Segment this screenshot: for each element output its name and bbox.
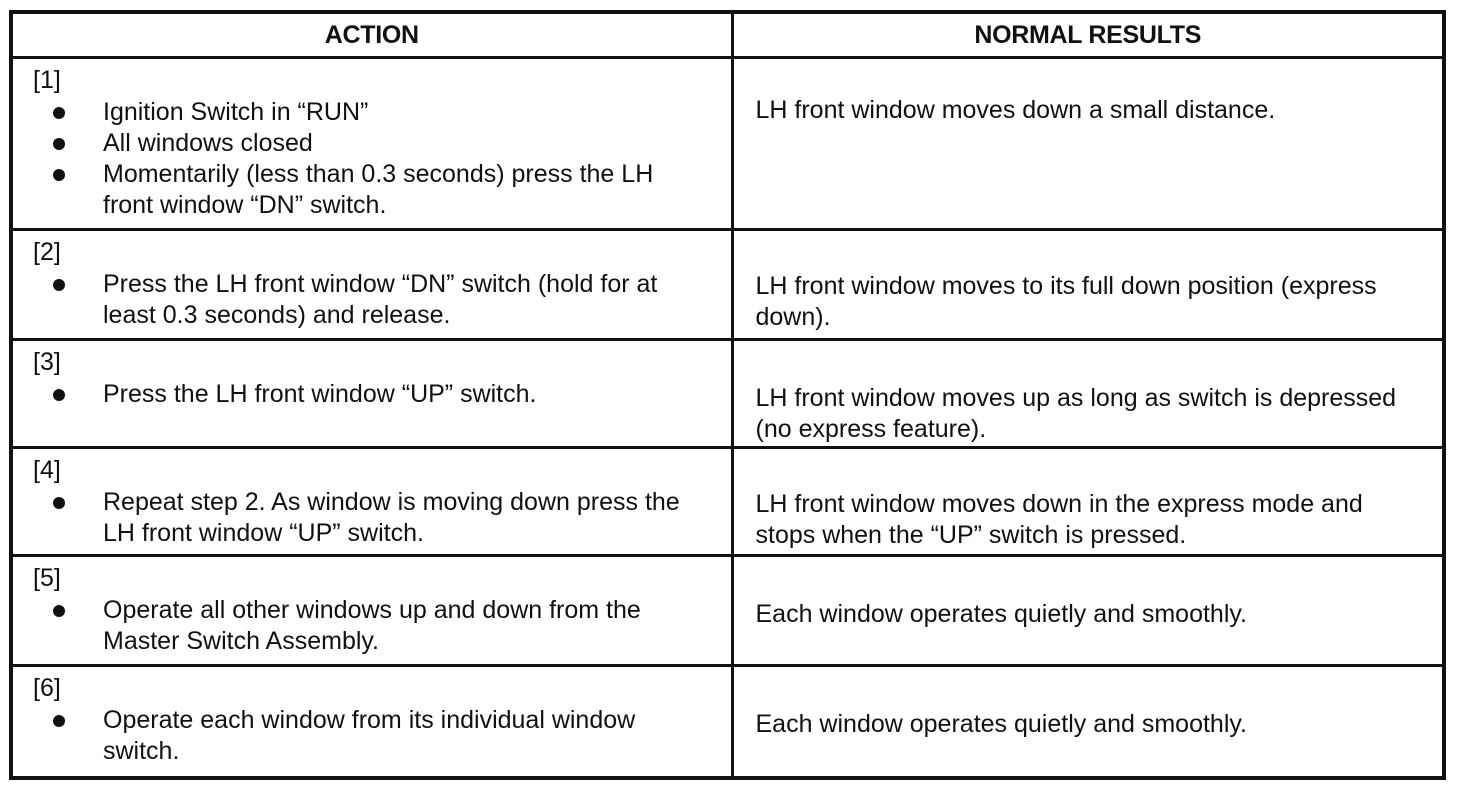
bullet-icon	[53, 389, 65, 401]
bullet-icon	[53, 715, 65, 727]
bullet-icon	[53, 497, 65, 509]
list-item	[33, 159, 731, 221]
bullet-icon	[53, 169, 65, 181]
result-text: LH front window moves to its full down position (express down).	[755, 272, 1377, 331]
action-text: Operate each window from its individual window switch.	[103, 706, 636, 765]
step-number: [6]	[33, 674, 61, 702]
action-text: Repeat step 2. As window is moving down press the LH front window “UP” switch.	[103, 488, 680, 547]
table-row	[11, 448, 1444, 556]
result-cell	[732, 666, 1444, 778]
action-text: Press the LH front window “UP” switch.	[103, 380, 537, 408]
list-item	[33, 379, 731, 410]
action-text: Press the LH front window “DN” switch (hold for at least 0.3 seconds) and release.	[103, 270, 658, 329]
list-item	[33, 128, 731, 159]
table-row	[11, 556, 1444, 666]
step-number: [5]	[33, 564, 61, 592]
step-number: [1]	[33, 66, 61, 94]
bullet-icon	[53, 279, 65, 291]
result-cell	[732, 230, 1444, 340]
action-cell	[11, 230, 732, 340]
bullet-icon	[53, 605, 65, 617]
result-cell	[732, 340, 1444, 448]
action-cell	[11, 340, 732, 448]
table-row	[11, 666, 1444, 778]
result-text: LH front window moves down in the express mode and stops when the “UP” switch is pressed.	[755, 490, 1363, 549]
result-cell	[732, 448, 1444, 556]
result-text: Each window operates quietly and smoothly.	[755, 710, 1247, 738]
action-text: Momentarily (less than 0.3 seconds) press the LH front window “DN” switch.	[103, 160, 654, 219]
table-row	[11, 58, 1444, 230]
list-item	[33, 705, 731, 767]
list-item	[33, 595, 731, 657]
action-cell	[11, 448, 732, 556]
list-item	[33, 487, 731, 549]
action-cell	[11, 58, 732, 230]
result-text: LH front window moves down a small distance.	[755, 96, 1276, 124]
action-cell	[11, 556, 732, 666]
bullet-icon	[53, 107, 65, 119]
action-cell	[11, 666, 732, 778]
step-number: [2]	[33, 238, 61, 266]
table-row	[11, 340, 1444, 448]
action-column-header: ACTION	[11, 12, 732, 58]
procedure-table	[9, 10, 1446, 780]
result-text: Each window operates quietly and smoothly.	[755, 600, 1247, 628]
result-cell	[732, 58, 1444, 230]
bullet-icon	[53, 138, 65, 150]
results-column-header: NORMAL RESULTS	[732, 12, 1444, 58]
step-number: [4]	[33, 456, 61, 484]
header-row	[11, 12, 1444, 58]
action-text: All windows closed	[103, 129, 313, 157]
list-item	[33, 97, 731, 128]
step-number: [3]	[33, 348, 61, 376]
result-text: LH front window moves up as long as switch is depressed (no express feature).	[755, 384, 1397, 443]
action-text: Ignition Switch in “RUN”	[103, 98, 369, 126]
list-item	[33, 269, 731, 331]
table-row	[11, 230, 1444, 340]
result-cell	[732, 556, 1444, 666]
action-text: Operate all other windows up and down from the Master Switch Assembly.	[103, 596, 641, 655]
